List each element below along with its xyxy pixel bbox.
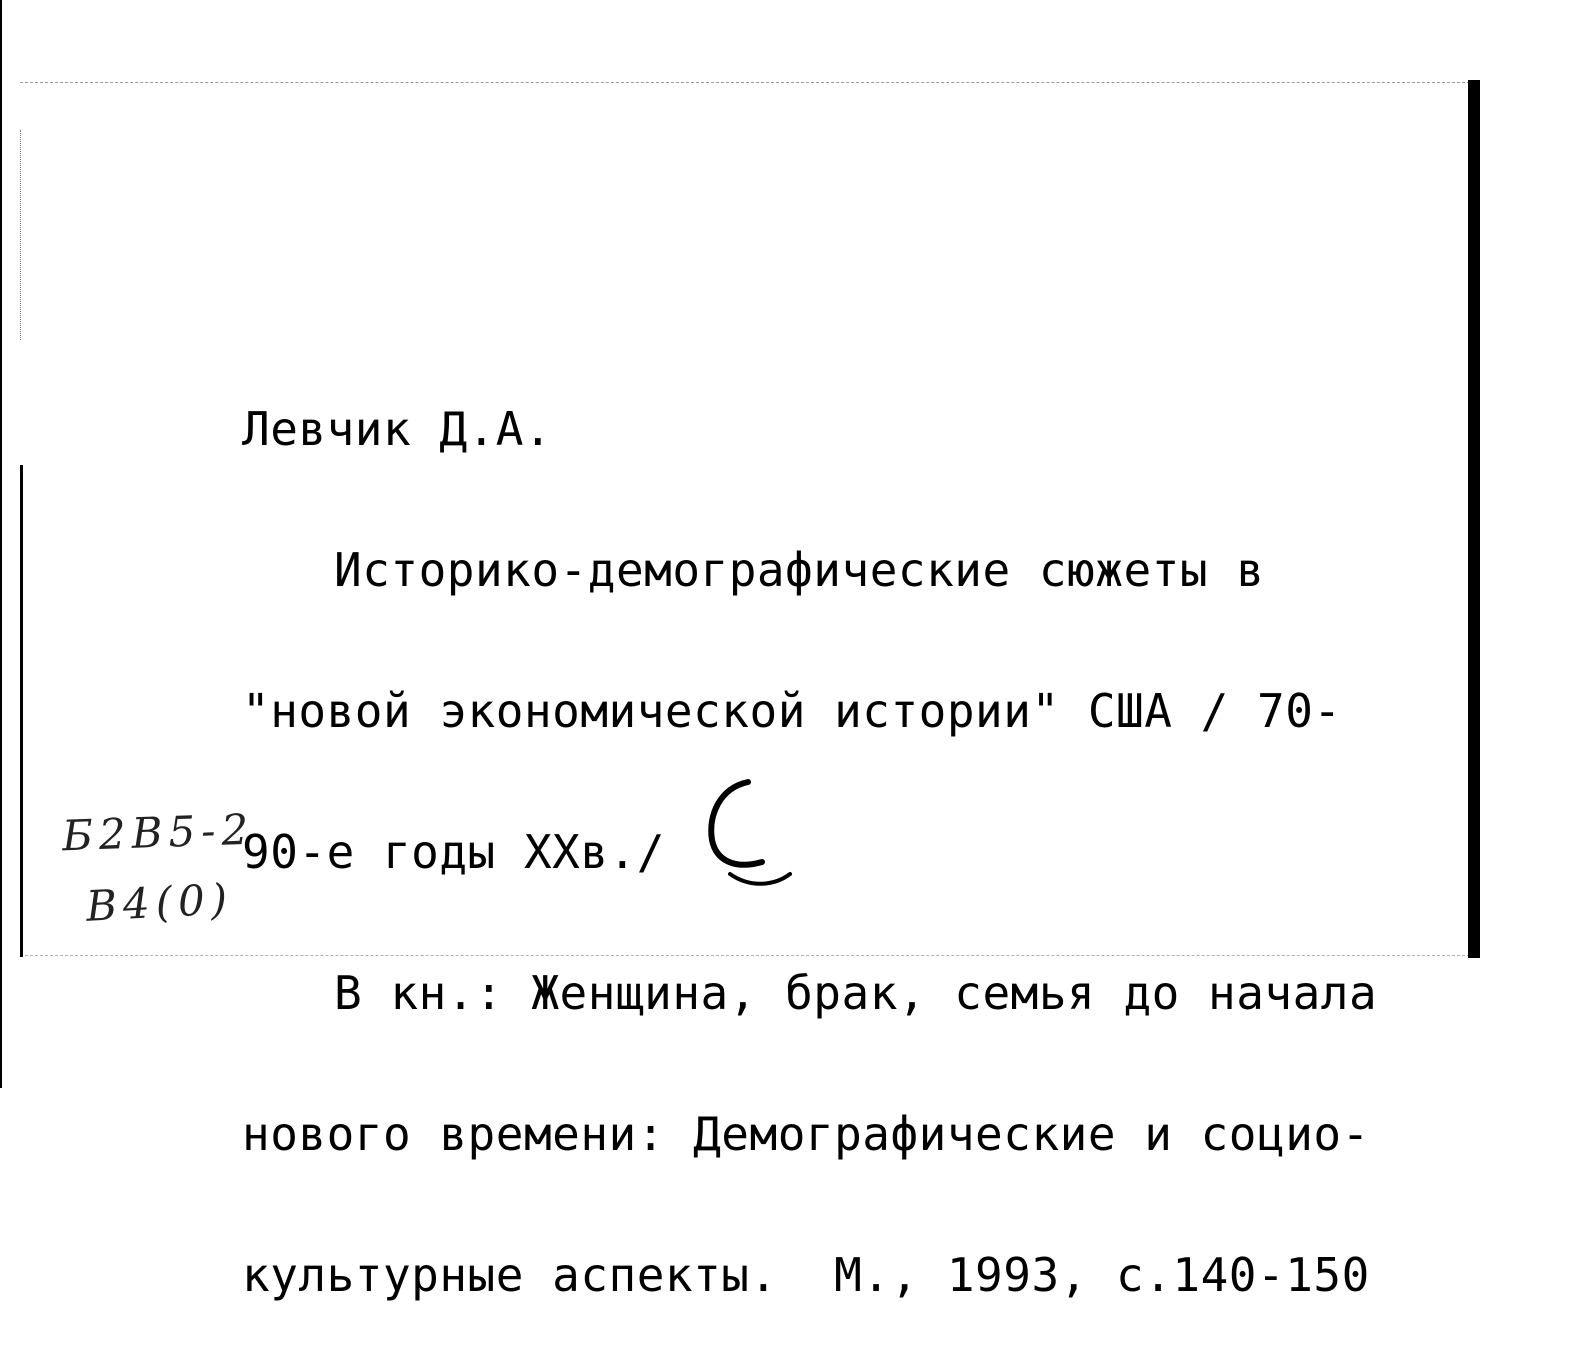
card-source-line-3: культурные аспекты. М., 1993, с.140-150 — [242, 1248, 1370, 1302]
card-right-border — [1468, 80, 1480, 958]
handwritten-shelf-mark-1: Б2В5-2 — [61, 804, 255, 861]
card-title-line-3: 90-е годы XXв./ — [242, 825, 665, 879]
card-left-border-dotted — [20, 130, 21, 340]
handwritten-shelf-mark-2: В4(0) — [84, 874, 235, 931]
card-source-line-1: В кн.: Женщина, брак, семья до начала — [334, 966, 1378, 1020]
card-top-border — [20, 82, 1480, 83]
card-author: Левчик Д.А. — [242, 402, 553, 456]
card-source-line-2: нового времени: Демографические и социо- — [242, 1107, 1370, 1161]
scan-edge — [0, 0, 2, 1088]
stamp-bracket-mark — [700, 770, 800, 900]
card-title-line-2: "новой экономической истории" США / 70- — [242, 684, 1342, 738]
card-left-border — [20, 465, 23, 957]
card-title-line-1: Историко-демографические сюжеты в — [334, 543, 1265, 597]
catalog-card-text — [242, 312, 1377, 1346]
